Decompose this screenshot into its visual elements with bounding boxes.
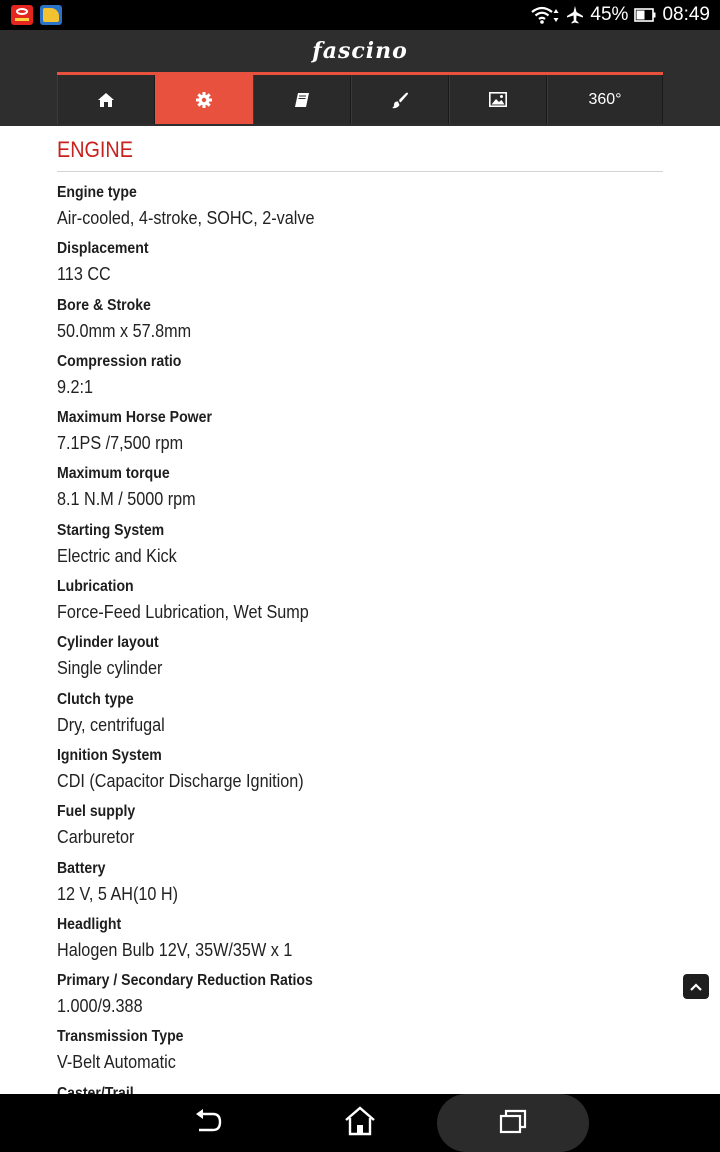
section-title: ENGINE <box>57 137 133 162</box>
spec-item <box>57 914 663 970</box>
spec-value: Carburetor <box>57 827 135 848</box>
spec-item <box>57 182 663 238</box>
tab-gallery[interactable] <box>449 75 547 124</box>
spec-label: Maximum torque <box>57 465 170 483</box>
notification-app-icon-2 <box>40 5 62 25</box>
recent-apps-button[interactable] <box>437 1094 589 1152</box>
recent-apps-icon <box>498 1108 528 1139</box>
back-icon <box>193 1108 223 1139</box>
spec-value: 113 CC <box>57 264 111 285</box>
section-divider <box>57 171 663 172</box>
brand-logo: fascino <box>312 38 408 64</box>
spec-item <box>57 407 663 463</box>
spec-label: Starting System <box>57 521 165 539</box>
spec-label: Engine type <box>57 184 137 201</box>
home-nav-icon <box>344 1106 376 1141</box>
home-icon <box>98 93 114 107</box>
spec-value: Air-cooled, 4-stroke, SOHC, 2-valve <box>57 208 315 228</box>
spec-label: Fuel supply <box>57 803 136 821</box>
spec-label: Primary / Secondary Reduction Ratios <box>57 972 313 990</box>
spec-value: 1.000/9.388 <box>57 996 143 1017</box>
spec-item <box>57 295 663 351</box>
spec-label: Ignition System <box>57 746 162 764</box>
tab-colors[interactable] <box>351 75 449 124</box>
spec-label: Headlight <box>57 915 122 933</box>
wifi-icon <box>530 5 560 25</box>
spec-value: Single cylinder <box>57 658 163 679</box>
spec-item <box>57 463 663 519</box>
spec-label: Cylinder layout <box>57 634 159 652</box>
spec-item <box>57 576 663 632</box>
spec-label: Displacement <box>57 240 149 258</box>
back-button[interactable] <box>170 1094 246 1152</box>
spec-value: CDI (Capacitor Discharge Ignition) <box>57 770 304 791</box>
app-header <box>0 30 720 126</box>
spec-value: 12 V, 5 AH(10 H) <box>57 883 178 904</box>
airplane-icon <box>566 5 584 25</box>
spec-label: Battery <box>57 859 106 877</box>
spec-item <box>57 238 663 294</box>
spec-value: 8.1 N.M / 5000 rpm <box>57 489 196 510</box>
system-nav-bar <box>0 1094 720 1152</box>
battery-percent: 45% <box>590 4 629 25</box>
spec-label: Bore & Stroke <box>57 296 151 314</box>
book-icon <box>294 92 310 108</box>
spec-item <box>57 351 663 407</box>
image-icon <box>489 92 507 107</box>
spec-value: 7.1PS /7,500 rpm <box>57 433 184 454</box>
spec-value: Force-Feed Lubrication, Wet Sump <box>57 602 309 623</box>
spec-label: Clutch type <box>57 690 134 708</box>
status-right <box>530 0 710 30</box>
chevron-up-icon <box>690 978 702 996</box>
spec-value: 50.0mm x 57.8mm <box>57 320 192 341</box>
spec-value: V-Belt Automatic <box>57 1052 176 1073</box>
spec-label: Transmission Type <box>57 1028 184 1046</box>
tab-360-view[interactable]: 360° <box>547 75 663 124</box>
spec-item <box>57 689 663 745</box>
clock: 08:49 <box>662 4 710 25</box>
notification-app-icon <box>11 5 33 25</box>
spec-value: Electric and Kick <box>57 545 177 566</box>
tab-brochure[interactable] <box>253 75 351 124</box>
spec-value: 9.2:1 <box>57 376 94 397</box>
status-bar <box>0 0 720 30</box>
home-nav-button[interactable] <box>322 1094 398 1152</box>
spec-label: Maximum Horse Power <box>57 409 212 427</box>
spec-item <box>57 520 663 576</box>
tab-settings[interactable] <box>155 75 253 124</box>
spec-label: Lubrication <box>57 578 134 596</box>
tab-bar <box>57 75 663 124</box>
spec-value: Dry, centrifugal <box>57 714 165 735</box>
scroll-to-top-button[interactable] <box>683 974 709 999</box>
spec-item <box>57 632 663 688</box>
tab-home[interactable] <box>57 75 155 124</box>
spec-item <box>57 745 663 801</box>
spec-content <box>57 126 663 1139</box>
spec-value: Halogen Bulb 12V, 35W/35W x 1 <box>57 939 293 960</box>
gear-icon <box>196 92 212 108</box>
spec-item <box>57 970 663 1026</box>
battery-icon <box>634 7 656 23</box>
spec-item <box>57 801 663 857</box>
spec-item <box>57 1026 663 1082</box>
spec-item <box>57 858 663 914</box>
spec-label: Compression ratio <box>57 352 182 370</box>
brush-icon <box>391 91 409 109</box>
